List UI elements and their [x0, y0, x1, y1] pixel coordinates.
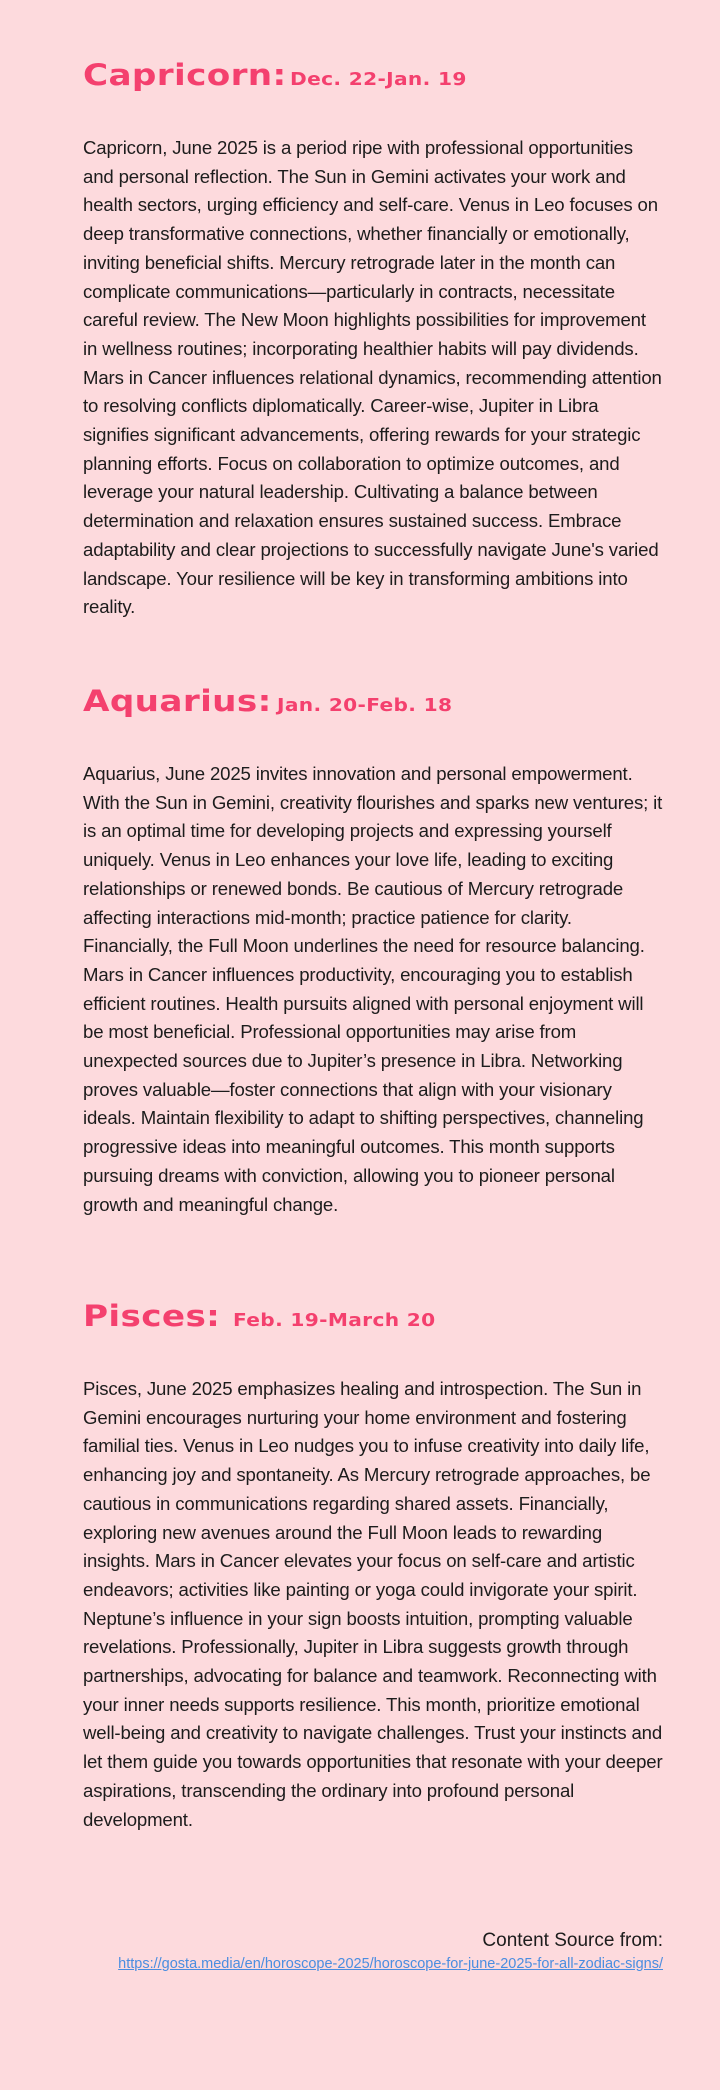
content-source-link[interactable]: https://gosta.media/en/horoscope-2025/horoscope-for-june-2025-for-all-zodiac-signs/ — [118, 1956, 663, 1972]
aquarius-section — [83, 684, 663, 1219]
pisces-horoscope-text: Pisces, June 2025 emphasizes healing and introspection. The Sun in Gemini encourages nurturing your home environment and fostering familial ties. Venus in Leo nudges you to infuse creativity into daily life, enhancing joy and spontaneity. As Mercury retrograde approaches, be cautious in communications regarding shared assets. Financially, exploring new avenues around the Full Moon leads to rewarding insights. Mars in Cancer elevates your focus on self-care and artistic endeavors; activities like painting or yoga could invigorate your spirit. Neptune’s influence in your sign boosts intuition, prompting valuable revelations. Professionally, Jupiter in Libra suggests growth through partnerships, advocating for balance and teamwork. Reconnecting with your inner needs supports resilience. This month, prioritize emotional well-being and creativity to navigate challenges. Trust your instincts and let them guide you towards opportunities that resonate with your deeper aspirations, transcending the ordinary into profound personal development. — [83, 1378, 663, 1830]
aquarius-horoscope-text: Aquarius, June 2025 invites innovation and personal empowerment. With the Sun in Gemini, creativity flourishes and sparks new ventures; it is an optimal time for developing projects and expressing yourself uniquely. Venus in Leo enhances your love life, leading to exciting relationships or renewed bonds. Be cautious of Mercury retrograde affecting interactions mid-month; practice patience for clarity. Financially, the Full Moon underlines the need for resource balancing. Mars in Cancer influences productivity, encouraging you to establish efficient routines. Health pursuits aligned with personal enjoyment will be most beneficial. Professional opportunities may arise from unexpected sources due to Jupiter’s presence in Libra. Networking proves valuable—foster connections that align with your visionary ideals. Maintain flexibility to adapt to shifting perspectives, channeling progressive ideas into meaningful outcomes. This month supports pursuing dreams with conviction, allowing you to pioneer personal growth and meaningful change. — [83, 763, 663, 1215]
sign-name: Aquarius: — [83, 684, 272, 718]
sign-name: Pisces: — [83, 1299, 221, 1333]
content-source-footer — [118, 1928, 663, 1972]
capricorn-horoscope-text: Capricorn, June 2025 is a period ripe with professional opportunities and personal reflection. The Sun in Gemini activates your work and health sectors, urging efficiency and self-care. Venus in Leo focuses on deep transformative connections, whether financially or emotionally, inviting beneficial shifts. Mercury retrograde later in the month can complicate communications—particularly in contracts, necessitate careful review. The New Moon highlights possibilities for improvement in wellness routines; incorporating healthier habits will pay dividends. Mars in Cancer influences relational dynamics, recommending attention to resolving conflicts diplomatically. Career-wise, Jupiter in Libra signifies significant advancements, offering rewards for your strategic planning efforts. Focus on collaboration to optimize outcomes, and leverage your natural leadership. Cultivating a balance between determination and relaxation ensures sustained success. Embrace adaptability and clear projections to successfully navigate June's varied landscape. Your resilience will be key in transforming ambitions into reality. — [83, 137, 662, 618]
sign-dates: Dec. 22-Jan. 19 — [289, 69, 467, 90]
capricorn-section — [83, 58, 663, 622]
capricorn-heading — [83, 58, 663, 92]
sign-name: Capricorn: — [83, 58, 287, 92]
pisces-heading — [83, 1299, 663, 1333]
sign-dates: Feb. 19-March 20 — [233, 1310, 436, 1331]
content-source-label: Content Source from: — [482, 1930, 663, 1951]
sign-dates: Jan. 20-Feb. 18 — [276, 695, 453, 716]
aquarius-heading — [83, 684, 663, 718]
pisces-section — [83, 1299, 663, 1834]
